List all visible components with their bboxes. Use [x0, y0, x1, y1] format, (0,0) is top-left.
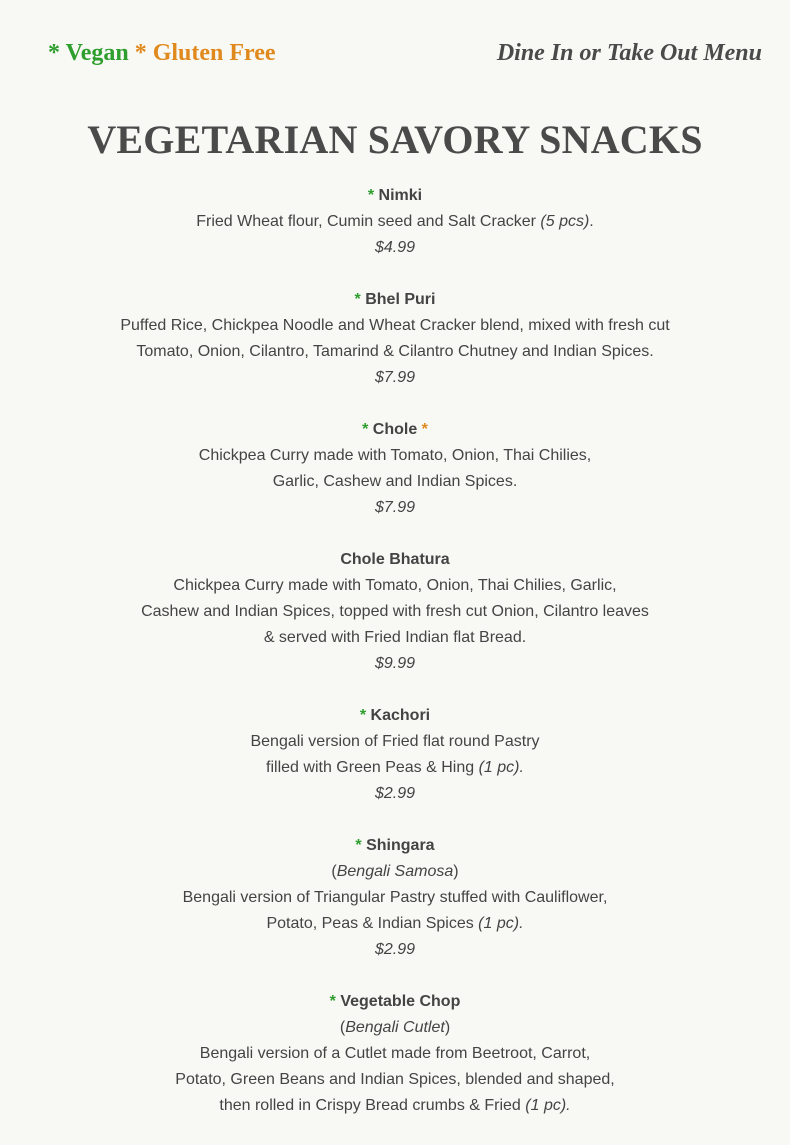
quantity-text: (1 pc). — [478, 915, 524, 932]
menu-item-alt-name: (Bengali Samosa) — [331, 863, 459, 880]
description-text: Potato, Peas & Indian Spices — [266, 915, 479, 932]
menu-item-price: $2.99 — [374, 785, 416, 802]
vegan-star-icon: * — [329, 993, 336, 1010]
menu-item-name: Nimki — [378, 187, 423, 204]
menu-item-name: Bhel Puri — [365, 291, 436, 308]
menu-item-description: Potato, Green Beans and Indian Spices, blended and shaped, — [175, 1071, 615, 1088]
menu-item-shingara — [0, 833, 790, 963]
menu-item-description: Tomato, Onion, Cilantro, Tamarind & Cilantro Chutney and Indian Spices. — [136, 343, 654, 360]
menu-item-nimki — [0, 183, 790, 261]
quantity-text: (1 pc). — [525, 1097, 571, 1114]
menu-item-name: Chole Bhatura — [340, 551, 450, 568]
menu-item-description — [0, 209, 790, 235]
alt-name-text: Bengali Cutlet — [345, 1019, 445, 1036]
page-title: VEGETARIAN SAVORY SNACKS — [87, 117, 703, 162]
menu-item-description: Puffed Rice, Chickpea Noodle and Wheat Cracker blend, mixed with fresh cut — [120, 317, 670, 334]
menu-item-price: $7.99 — [374, 499, 416, 516]
menu-subtitle: Dine In or Take Out Menu — [496, 40, 762, 66]
vegan-star-icon: * — [48, 40, 60, 66]
vegan-star-icon: * — [355, 837, 362, 854]
menu-item-description — [0, 911, 790, 937]
menu-item-description: Chickpea Curry made with Tomato, Onion, Thai Chilies, Garlic, — [173, 577, 617, 594]
menu-item-name-line — [0, 833, 790, 859]
menu-item-bhel-puri — [0, 287, 790, 391]
quantity-text: (5 pcs) — [540, 213, 590, 230]
menu-item-name-line — [0, 703, 790, 729]
menu-list — [0, 183, 790, 1145]
gluten-free-star-icon: * — [134, 40, 147, 66]
menu-item-description — [0, 755, 790, 781]
menu-item-alt-name: (Bengali Cutlet) — [339, 1019, 451, 1036]
quantity-text: (1 pc). — [478, 759, 524, 776]
menu-item-price: $9.99 — [374, 655, 416, 672]
gluten-free-star-icon: * — [421, 421, 428, 438]
description-text: filled with Green Peas & Hing — [266, 759, 479, 776]
menu-item-name-line — [0, 417, 790, 443]
vegan-star-icon: * — [362, 421, 369, 438]
gluten-free-legend-label: Gluten Free — [152, 40, 276, 66]
menu-item-name: Chole — [372, 421, 418, 438]
menu-item-description: & served with Fried Indian flat Bread. — [263, 629, 527, 646]
menu-item-price: $4.99 — [374, 239, 416, 256]
menu-item-name: Vegetable Chop — [340, 993, 461, 1010]
description-text: then rolled in Crispy Bread crumbs & Fried — [219, 1097, 526, 1114]
menu-item-description: Bengali version of Triangular Pastry stuffed with Cauliflower, — [182, 889, 608, 906]
menu-item-description: Bengali version of a Cutlet made from Beetroot, Carrot, — [199, 1045, 591, 1062]
menu-item-name-line — [0, 989, 790, 1015]
menu-item-price: $7.99 — [374, 369, 416, 386]
menu-item-description: Garlic, Cashew and Indian Spices. — [272, 473, 518, 490]
vegan-star-icon: * — [367, 187, 375, 204]
menu-item-price: $2.99 — [374, 941, 416, 958]
menu-item-kachori — [0, 703, 790, 807]
menu-item-description: Bengali version of Fried flat round Pastry — [250, 733, 540, 750]
description-end: . — [589, 213, 594, 230]
menu-item-description: Chickpea Curry made with Tomato, Onion, Thai Chilies, — [198, 447, 592, 464]
menu-item-chole — [0, 417, 790, 521]
vegan-star-icon: * — [359, 707, 367, 724]
menu-item-name: Shingara — [366, 837, 435, 854]
vegan-star-icon: * — [354, 291, 361, 308]
menu-header — [48, 40, 762, 74]
dietary-legend — [48, 40, 276, 67]
menu-item-name-line — [0, 183, 790, 209]
alt-name-text: Bengali Samosa — [336, 863, 454, 880]
menu-item-name: Kachori — [370, 707, 431, 724]
vegan-legend-label: Vegan — [65, 40, 129, 66]
menu-item-name-line — [0, 287, 790, 313]
menu-item-description — [0, 1093, 790, 1119]
menu-item-vegetable-chop — [0, 989, 790, 1119]
menu-item-chole-bhatura — [0, 547, 790, 677]
menu-item-description: Cashew and Indian Spices, topped with fresh cut Onion, Cilantro leaves — [141, 603, 649, 620]
description-text: Fried Wheat flour, Cumin seed and Salt Cracker — [196, 213, 541, 230]
